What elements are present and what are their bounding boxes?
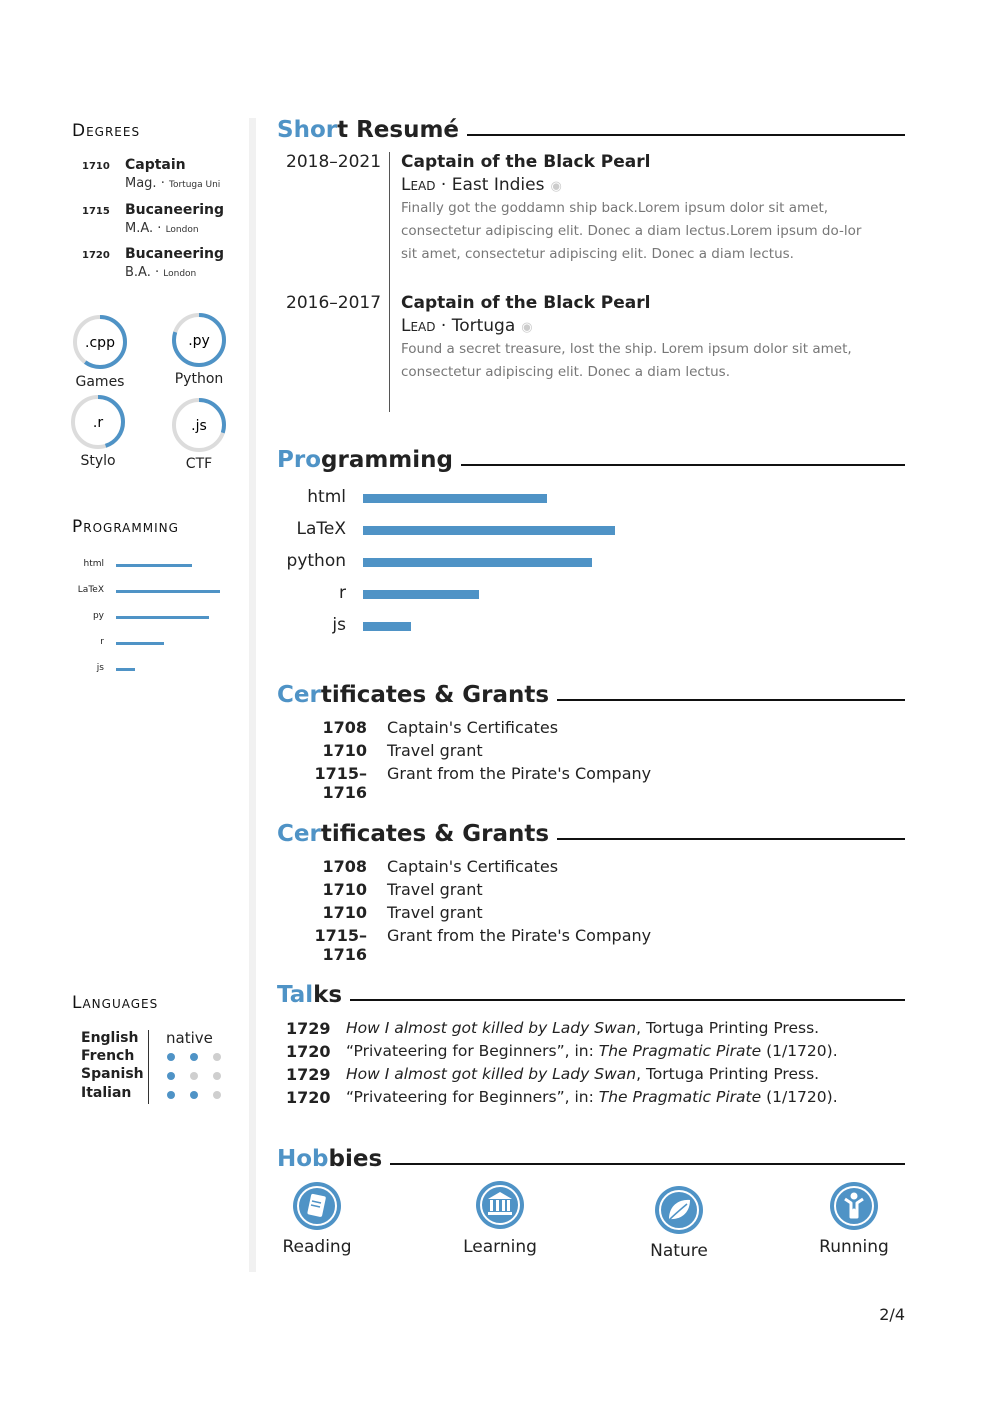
cert-text: Grant from the Pirate's Company [387,926,652,945]
map-pin-icon: ◉ [521,320,533,335]
language-dot [167,1072,175,1080]
cert-text: Captain's Certificates [387,718,559,737]
sidebar-skill-label: py [92,611,104,621]
entry-description: Found a secret treasure, lost the ship. Lorem ipsum dolor sit amet, consectetur adipiscing elit. Donec a diam lectus. [401,341,852,380]
cert-year: 1708 [322,718,367,737]
language-name: English [81,1030,139,1046]
heading-rule [390,1163,905,1165]
programming-label: html [307,487,346,507]
ring-code: .py [188,333,210,349]
cert-year: 1708 [322,857,367,876]
language-level-text: native [166,1029,213,1047]
entry-dates: 2018–2021 [286,152,382,172]
heading-rule [350,999,905,1001]
skill-ring [68,392,128,452]
cert-text: Travel grant [387,903,483,922]
programming-label: python [286,551,346,571]
talk-year: 1729 [286,1065,331,1084]
hobbies-heading: Hobbies [277,1144,905,1174]
programming-bar [363,494,547,503]
degree-detail: B.A. · London [125,265,197,280]
entry-title: Captain of the Black Pearl [401,152,651,172]
language-dot [190,1072,198,1080]
sidebar-skill-label: html [83,559,104,569]
heading-rule [461,464,905,466]
degrees-heading: Degrees [72,121,141,141]
language-name: French [81,1048,135,1064]
certificates-heading: Certificates & Grants [277,819,905,849]
language-dot [213,1072,221,1080]
leaf-icon [655,1186,703,1234]
cert-year: 1715–1716 [314,926,367,964]
heading-rule [467,134,905,136]
degree-year: 1710 [82,161,110,172]
language-dot [167,1053,175,1061]
ring-code: .js [191,418,207,434]
ring-code: .r [92,415,104,431]
degree-title: Bucaneering [125,246,225,262]
cert-text: Travel grant [387,880,483,899]
sidebar-skill-bar [116,564,192,567]
talk-text: How I almost got killed by Lady Swan, Tortuga Printing Press. [346,1019,820,1037]
child-icon [830,1182,878,1230]
degree-year: 1720 [82,250,110,261]
degree-detail: M.A. · London [125,221,199,236]
cert-year: 1710 [322,903,367,922]
talk-text: “Privateering for Beginners”, in: The Pragmatic Pirate (1/1720). [346,1088,838,1106]
sidebar-skill-bar [116,642,164,645]
resume-heading: Short Resumé [277,115,905,145]
skill-ring [70,312,130,372]
book-icon [293,1182,341,1230]
language-name: Spanish [81,1066,144,1082]
degree-title: Bucaneering [125,202,225,218]
timeline-rule [389,152,390,412]
ring-label: Python [174,371,224,387]
talk-year: 1720 [286,1088,331,1107]
hobby-label: Reading [282,1237,352,1257]
languages-divider [148,1030,149,1104]
hobby-label: Learning [463,1237,537,1257]
cert-year: 1715–1716 [314,764,367,802]
ring-label: Games [75,374,125,390]
programming-label: LaTeX [296,519,346,539]
language-name: Italian [81,1085,132,1101]
language-dot [190,1091,198,1099]
hobby-label: Nature [650,1241,708,1261]
heading-rule [557,838,905,840]
talks-heading: Talks [277,980,905,1010]
skill-ring [169,310,229,370]
sidebar-divider [249,118,256,1272]
languages-heading: Languages [72,993,159,1013]
programming-bar [363,526,615,535]
entry-dates: 2016–2017 [286,293,382,313]
institution-icon [476,1181,524,1229]
programming-label: js [332,615,346,635]
ring-code: .cpp [85,335,115,351]
sidebar-skill-label: js [96,663,104,673]
cert-text: Grant from the Pirate's Company [387,764,652,783]
skill-ring [169,395,229,455]
sidebar-skill-bar [116,668,135,671]
heading-rule [557,699,905,701]
programming-heading: Programming [277,445,905,475]
cert-year: 1710 [322,880,367,899]
programming-bar [363,622,411,631]
cert-text: Travel grant [387,741,483,760]
programming-bar [363,590,479,599]
ring-label: Stylo [80,453,116,469]
talk-year: 1720 [286,1042,331,1061]
entry-title: Captain of the Black Pearl [401,293,651,313]
sidebar-skill-bar [116,616,209,619]
degree-detail: Mag. · Tortuga Uni [125,176,221,191]
programming-label: r [339,583,346,603]
sidebar-skill-label: r [100,637,104,647]
language-dot [213,1053,221,1061]
sidebar-programming-heading: Programming [72,517,179,537]
cert-year: 1710 [322,741,367,760]
map-pin-icon: ◉ [550,179,562,194]
degree-title: Captain [125,157,186,173]
language-dot [213,1091,221,1099]
talk-text: “Privateering for Beginners”, in: The Pragmatic Pirate (1/1720). [346,1042,838,1060]
language-dot [167,1091,175,1099]
page-number: 2/4 [879,1305,905,1324]
programming-bar [363,558,592,567]
degree-year: 1715 [82,206,110,217]
entry-description: Finally got the goddamn ship back.Lorem ipsum dolor sit amet, consectetur adipiscing elit. Donec a diam lectus.Lorem ipsum do-lor sit amet, consectetur adipiscing elit. Donec a diam lectus. [401,200,862,262]
certificates-heading: Certificates & Grants [277,680,905,710]
sidebar-skill-label: LaTeX [77,585,104,595]
language-dot [190,1053,198,1061]
entry-role-location: Lead · Tortuga ◉ [401,316,533,336]
ring-label: CTF [185,456,213,472]
cert-text: Captain's Certificates [387,857,559,876]
talk-text: How I almost got killed by Lady Swan, Tortuga Printing Press. [346,1065,820,1083]
talk-year: 1729 [286,1019,331,1038]
sidebar-skill-bar [116,590,220,593]
hobby-label: Running [819,1237,889,1257]
entry-role-location: Lead · East Indies ◉ [401,175,562,195]
